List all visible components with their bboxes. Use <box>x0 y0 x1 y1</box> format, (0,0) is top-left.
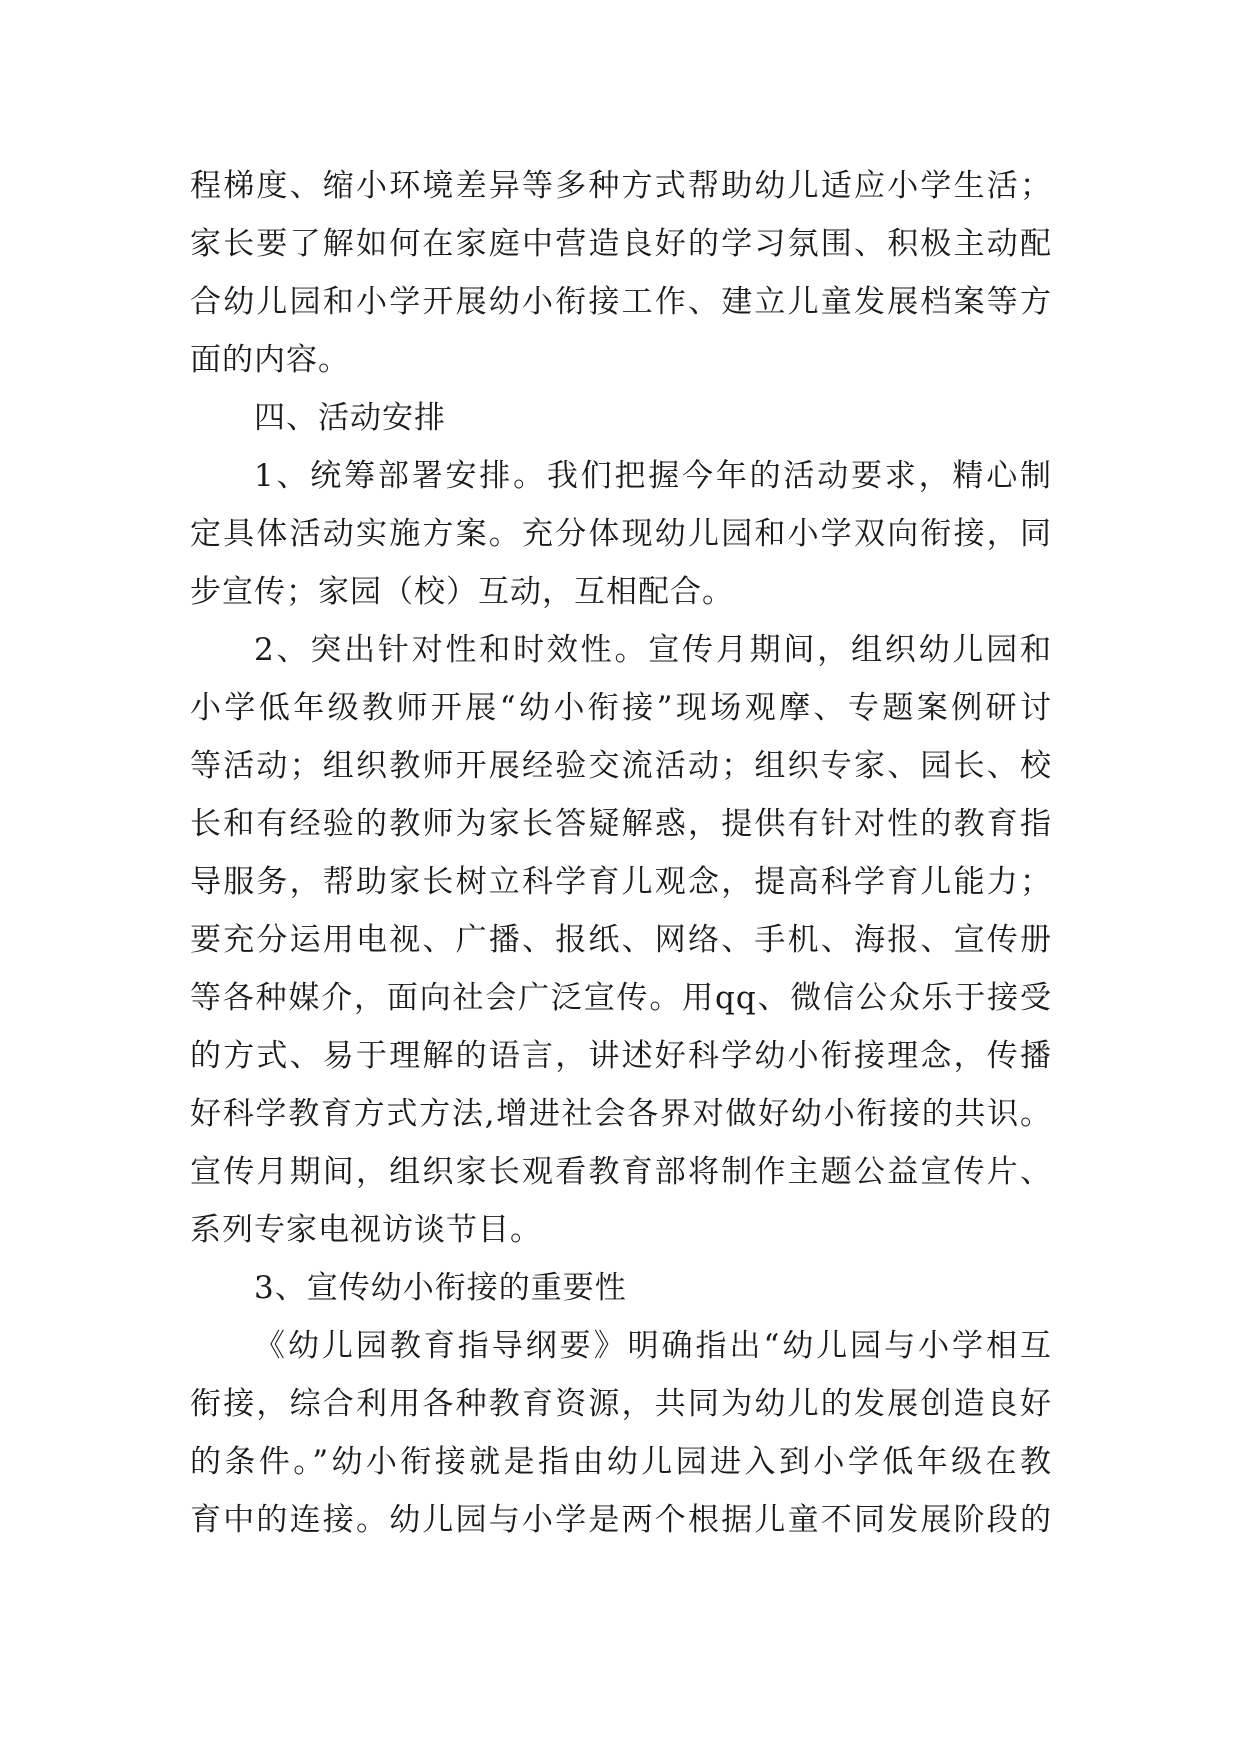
text-line: 家长要了解如何在家庭中营造良好的学习氛围、积极主动配 <box>190 226 1052 262</box>
text-line: 等各种媒介，面向社会广泛宣传。用qq、微信公众乐于接受 <box>190 980 1052 1016</box>
text-line: 的方式、易于理解的语言，讲述好科学幼小衔接理念，传播 <box>190 1038 1052 1074</box>
text-line: 1、统筹部署安排。我们把握今年的活动要求，精心制 <box>254 458 1052 494</box>
text-line: 要充分运用电视、广播、报纸、网络、手机、海报、宣传册 <box>190 922 1052 958</box>
text-line: 的条件。”幼小衔接就是指由幼儿园进入到小学低年级在教 <box>190 1444 1052 1480</box>
text-line: 导服务，帮助家长树立科学育儿观念，提高科学育儿能力； <box>190 864 1052 900</box>
text-line: 好科学教育方式方法,增进社会各界对做好幼小衔接的共识。 <box>190 1096 1052 1132</box>
text-line: 定具体活动实施方案。充分体现幼儿园和小学双向衔接，同 <box>190 516 1052 552</box>
text-line: 系列专家电视访谈节目。 <box>190 1212 542 1248</box>
section-heading: 四、活动安排 <box>254 400 446 436</box>
text-line: 步宣传；家园（校）互动，互相配合。 <box>190 574 734 610</box>
text-line: 面的内容。 <box>190 342 350 378</box>
text-line: 等活动；组织教师开展经验交流活动；组织专家、园长、校 <box>190 748 1052 784</box>
text-line: 《幼儿园教育指导纲要》明确指出“幼儿园与小学相互 <box>254 1328 1052 1364</box>
text-line: 宣传月期间，组织家长观看教育部将制作主题公益宣传片、 <box>190 1154 1052 1190</box>
text-line: 长和有经验的教师为家长答疑解惑，提供有针对性的教育指 <box>190 806 1052 842</box>
text-line: 2、突出针对性和时效性。宣传月期间，组织幼儿园和 <box>254 632 1052 668</box>
text-line: 程梯度、缩小环境差异等多种方式帮助幼儿适应小学生活； <box>190 168 1052 204</box>
text-line: 小学低年级教师开展“幼小衔接”现场观摩、专题案例研讨 <box>190 690 1052 726</box>
section-heading: 3、宣传幼小衔接的重要性 <box>254 1270 627 1306</box>
text-line: 育中的连接。幼儿园与小学是两个根据儿童不同发展阶段的 <box>190 1502 1052 1538</box>
text-line: 衔接，综合利用各种教育资源，共同为幼儿的发展创造良好 <box>190 1386 1052 1422</box>
text-line: 合幼儿园和小学开展幼小衔接工作、建立儿童发展档案等方 <box>190 284 1052 320</box>
document-body <box>190 157 1052 1549</box>
